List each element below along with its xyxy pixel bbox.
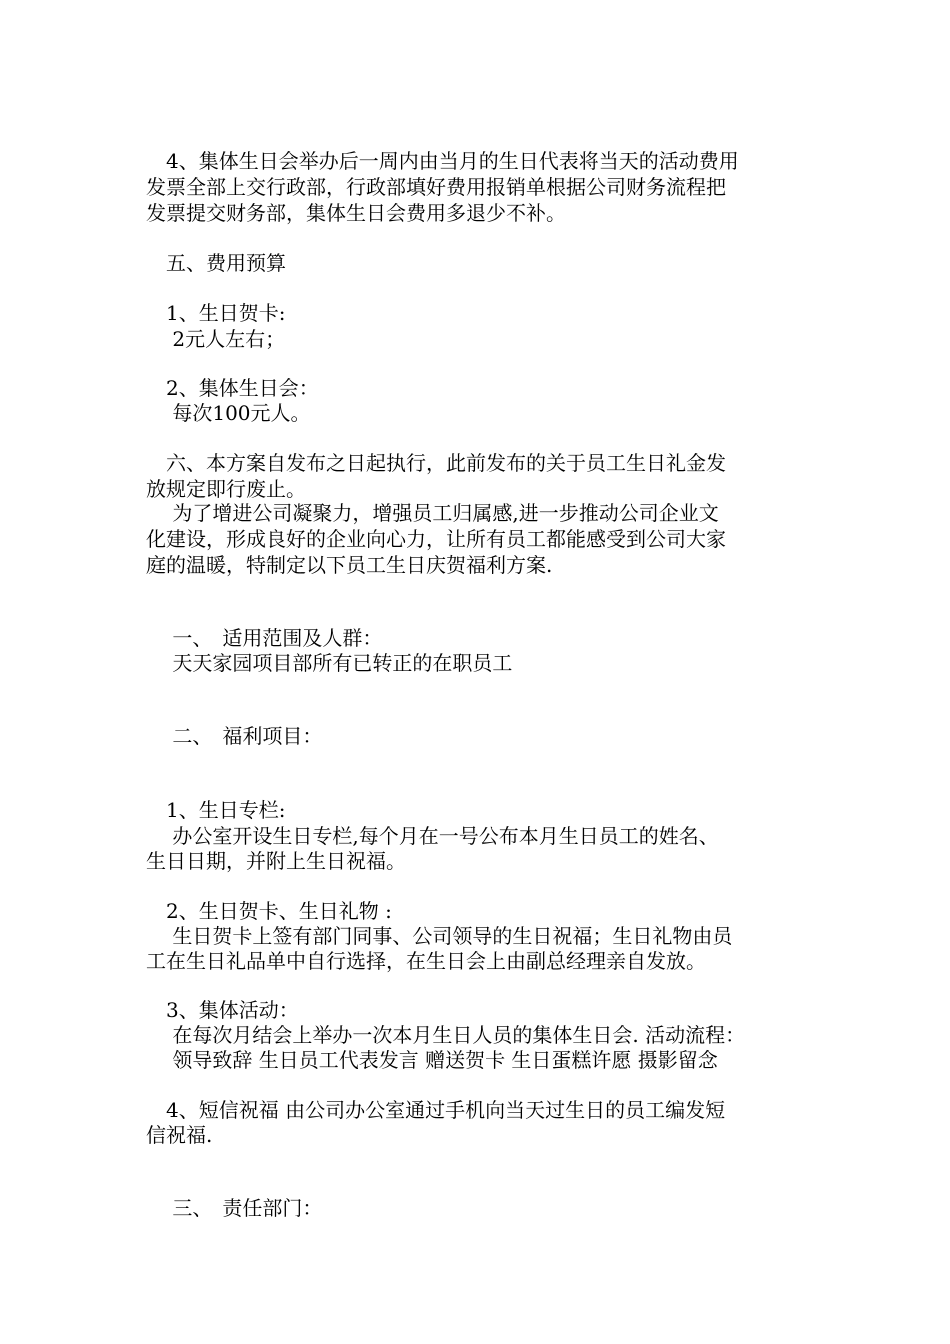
- text-line: 生日日期，并附上生日祝福。: [146, 849, 406, 873]
- text-line: 2、生日贺卡、生日礼物 :: [146, 899, 392, 923]
- text-line: 工在生日礼品单中自行选择，在生日会上由副总经理亲自发放。: [146, 949, 706, 973]
- section-heading: 三、 责任部门：: [146, 1196, 323, 1220]
- section-heading: 五、费用预算: [146, 251, 286, 275]
- text-line: 1、生日贺卡:: [146, 301, 286, 325]
- section-heading: 一、 适用范围及人群：: [146, 626, 383, 650]
- text-line: 生日贺卡上签有部门同事、公司领导的生日祝福；生日礼物由员: [146, 924, 733, 948]
- text-line: 六、本方案自发布之日起执行，此前发布的关于员工生日礼金发: [146, 451, 726, 475]
- text-line: 庭的温暖，特制定以下员工生日庆贺福利方案.: [146, 553, 553, 577]
- section-heading: 二、 福利项目：: [146, 724, 323, 748]
- text-line: 发票提交财务部，集体生日会费用多退少不补。: [146, 201, 566, 225]
- text-line: 4、短信祝福 由公司办公室通过手机向当天过生日的员工编发短: [146, 1098, 726, 1122]
- text-line: 为了增进公司凝聚力，增强员工归属感,进一步推动公司企业文: [146, 501, 719, 525]
- text-line: 4、集体生日会举办后一周内由当月的生日代表将当天的活动费用: [146, 149, 739, 173]
- text-line: 放规定即行废止。: [146, 477, 306, 501]
- text-line: 信祝福.: [146, 1123, 213, 1147]
- text-line: 化建设，形成良好的企业向心力，让所有员工都能感受到公司大家: [146, 527, 726, 551]
- text-line: 发票全部上交行政部，行政部填好费用报销单根据公司财务流程把: [146, 175, 726, 199]
- text-line: 1、生日专栏:: [146, 798, 286, 822]
- text-line: 领导致辞 生日员工代表发言 赠送贺卡 生日蛋糕许愿 摄影留念: [146, 1048, 718, 1072]
- text-line: 在每次月结会上举办一次本月生日人员的集体生日会. 活动流程：: [146, 1023, 746, 1047]
- text-line: 3、集体活动：: [146, 998, 299, 1022]
- text-line: 办公室开设生日专栏,每个月在一号公布本月生日员工的姓名、: [146, 824, 719, 848]
- text-line: 每次100元人。: [146, 401, 311, 425]
- text-line: 2元人左右；: [146, 327, 286, 351]
- text-line: 天天家园项目部所有已转正的在职员工: [146, 651, 513, 675]
- text-line: 2、集体生日会：: [146, 376, 319, 400]
